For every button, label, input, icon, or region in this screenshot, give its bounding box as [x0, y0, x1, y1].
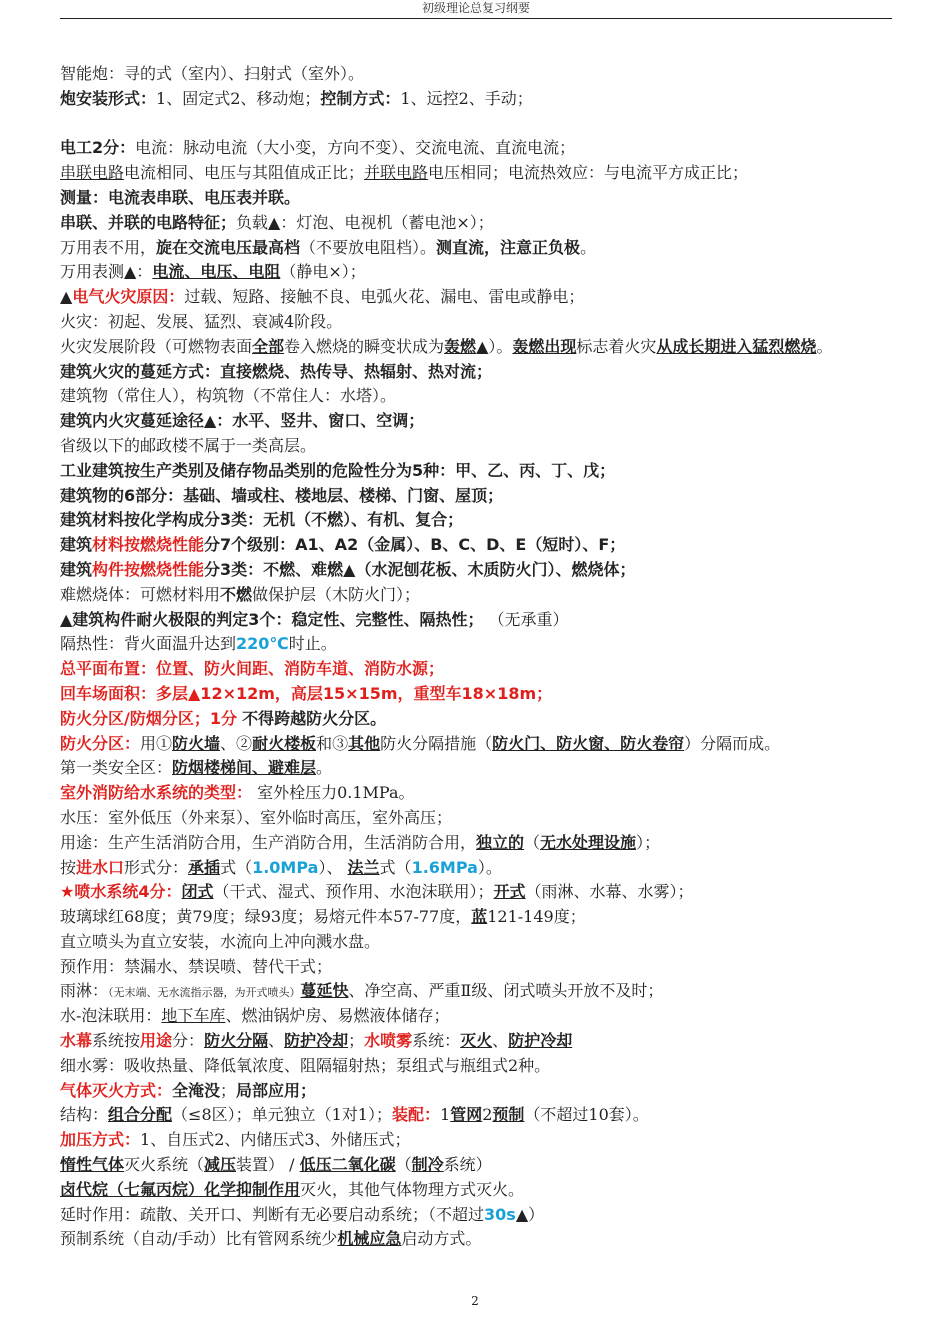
text-line	[60, 955, 895, 980]
text-segment: 火灾发展阶段（可燃物表面	[60, 336, 253, 356]
text-segment: 。	[316, 758, 333, 778]
text-line	[60, 1153, 895, 1178]
text-segment: ▲建筑构件耐火极限的判定3个：稳定性、完整性、隔热性；	[60, 609, 484, 629]
text-segment: 分3类：不燃、难燃▲（水泥刨花板、木质防火门）、燃烧体；	[204, 559, 636, 579]
text-line	[60, 310, 895, 335]
page-header: 初级理论总复习纲要	[60, 0, 892, 19]
text-segment: 、②	[220, 733, 253, 753]
text-segment: 轰燃出现	[512, 336, 577, 356]
text-segment: 省级以下的邮政楼不属于一类高层。	[60, 435, 317, 455]
text-line	[60, 508, 895, 533]
text-segment: 测直流，注意正负极	[436, 237, 581, 257]
text-line	[60, 136, 895, 161]
text-segment: 系统按	[92, 1031, 141, 1051]
text-segment: 组合分配	[108, 1105, 173, 1125]
text-segment: 串联、并联的电路特征；	[60, 212, 237, 232]
text-segment: 建筑内火灾蔓延途径▲：水平、竖井、窗口、空调；	[60, 411, 425, 431]
text-segment: 难燃烧体：可燃材料用	[60, 584, 221, 604]
text-segment: （静电×）；	[280, 262, 366, 282]
text-segment: 建筑	[60, 535, 93, 555]
text-segment: 启动方式。	[401, 1229, 482, 1249]
text-segment: （不要放电阻档）。	[300, 237, 437, 257]
text-line	[60, 657, 895, 682]
text-segment: 管网	[450, 1105, 483, 1125]
text-segment: 建筑物的6部分：基础、墙或柱、楼地层、楼梯、门窗、屋顶；	[60, 485, 504, 505]
text-segment: 和③	[316, 733, 349, 753]
text-segment: 延时作用：疏散、关开口、判断有无必要启动系统；（不超过	[60, 1204, 485, 1224]
text-segment: 灭火，其他气体物理方式灭火。	[300, 1179, 525, 1199]
text-segment: 回车场面积：多层▲12×12m，高层15×15m，重型车18×18m；	[60, 683, 553, 703]
text-segment: 电压相同；电流热效应：与电流平方成正比；	[428, 163, 749, 183]
text-segment: 蔓延快	[300, 981, 349, 1001]
text-line	[60, 880, 895, 905]
text-segment: 控制方式：	[320, 88, 401, 108]
text-line	[60, 682, 895, 707]
text-segment: 不得跨越防火分区。	[242, 708, 387, 728]
text-segment: 防护冷却	[284, 1031, 349, 1051]
text-segment: 水压：室外低压（外来泵）、室外临时高压，室外高压；	[60, 807, 453, 827]
text-segment: 室外栓压力0.1MPa。	[252, 783, 415, 803]
text-segment: 121-149度；	[487, 907, 586, 927]
text-segment: ）；	[636, 832, 661, 852]
text-segment: 隔热性：背火面温升达到	[60, 634, 237, 654]
text-segment: 预制系统（自动/手动）比有管网系统少	[60, 1229, 338, 1249]
text-segment: 独立的	[476, 832, 525, 852]
text-segment: 材料按燃烧性能	[92, 535, 205, 555]
text-segment: 做保护层（木防火门）；	[252, 584, 421, 604]
text-segment: 不燃	[220, 584, 253, 604]
text-segment: 其他	[348, 733, 381, 753]
text-segment: 测量：电流表串联、电压表并联。	[60, 187, 301, 207]
text-line	[60, 979, 895, 1004]
text-segment: 220℃	[236, 634, 289, 654]
text-segment: 防烟楼梯间、避难层	[172, 758, 317, 778]
text-segment: 万用表不用，	[60, 237, 157, 257]
text-segment: （≤8区）；单元独立（1对1）；	[172, 1105, 392, 1125]
text-segment: 卷入燃烧的瞬变状成为	[284, 336, 445, 356]
text-segment: 制冷	[411, 1155, 444, 1175]
text-segment: （无末端、无水流指示器，为开式喷头）	[108, 986, 301, 1000]
text-line	[60, 384, 895, 409]
text-line	[60, 930, 895, 955]
text-segment: 灭火系统（	[124, 1155, 205, 1175]
text-line	[60, 1128, 895, 1153]
text-segment: 总平面布置：位置、防火间距、消防车道、消防水源；	[60, 659, 445, 679]
text-segment: 构件按燃烧性能	[92, 559, 205, 579]
text-segment: 无水处理设施	[540, 832, 637, 852]
text-segment: 水喷雾	[364, 1031, 413, 1051]
text-segment: ▲	[476, 336, 489, 356]
text-segment: ；	[220, 1080, 237, 1100]
text-segment: 工业建筑按生产类别及储存物品类别的危险性分为5种：甲、乙、丙、丁、戊；	[60, 460, 616, 480]
text-segment: 串联电路	[60, 163, 125, 183]
text-line	[60, 1079, 895, 1104]
text-segment: 用①	[140, 733, 173, 753]
text-segment: 。	[816, 336, 833, 356]
text-segment: 直立喷头为直立安装，水流向上冲向溅水盘。	[60, 931, 381, 951]
text-line	[60, 409, 895, 434]
text-segment: 防火墙	[172, 733, 221, 753]
text-line	[60, 558, 895, 583]
text-line	[60, 236, 895, 261]
text-segment: 全淹没	[172, 1080, 221, 1100]
text-segment: 建筑材料按化学构成分3类：无机（不燃）、有机、复合；	[60, 510, 464, 530]
text-segment: 水-泡沫联用：	[60, 1006, 162, 1026]
text-segment: 分：	[172, 1031, 205, 1051]
text-line	[60, 1203, 895, 1228]
text-segment: 火灾：初起、发展、猛烈、衰减4阶段。	[60, 311, 343, 331]
text-line	[60, 1004, 895, 1029]
text-segment: 防护冷却	[508, 1031, 573, 1051]
text-segment: 减压	[204, 1155, 237, 1175]
text-segment: 旋在交流电压最高档	[156, 237, 301, 257]
text-segment: 预制	[492, 1105, 525, 1125]
text-segment: 系统：	[412, 1031, 461, 1051]
text-line	[60, 434, 895, 459]
text-segment: 地下车库	[161, 1006, 226, 1026]
text-segment: 炮安装形式：	[60, 88, 157, 108]
text-line	[60, 905, 895, 930]
text-segment: 、燃油锅炉房、易燃液体储存；	[225, 1006, 450, 1026]
text-segment: 形式分：	[124, 857, 189, 877]
text-line	[60, 732, 895, 757]
text-segment: 结构：	[60, 1105, 109, 1125]
text-segment: ）、	[318, 857, 348, 877]
text-segment: 灭火	[460, 1031, 493, 1051]
text-segment: 并联电路	[364, 163, 429, 183]
text-line	[60, 1178, 895, 1203]
text-segment: 、	[268, 1031, 285, 1051]
text-segment: 建筑物（常住人），构筑物（不常住人：水塔）。	[60, 386, 397, 406]
text-segment: 式（	[220, 857, 253, 877]
text-segment: 防火分区：	[60, 733, 141, 753]
text-line	[60, 806, 895, 831]
text-segment: 惰性气体	[60, 1155, 125, 1175]
text-segment: 万用表测▲：	[60, 262, 153, 282]
text-line	[60, 533, 895, 558]
text-segment: 用途	[140, 1031, 173, 1051]
text-line	[60, 781, 895, 806]
text-segment: ）。	[477, 857, 502, 877]
text-segment: ★	[60, 882, 75, 902]
text-segment: 系统）	[443, 1155, 492, 1175]
text-line	[60, 756, 895, 781]
text-segment: 、净空高、严重Ⅱ级、闭式喷头开放不及时；	[348, 981, 664, 1001]
text-segment: （雨淋、水幕、水雾）；	[525, 882, 694, 902]
text-segment: 建筑火灾的蔓延方式：直接燃烧、热传导、热辐射、热对流；	[60, 361, 493, 381]
text-segment: （干式、湿式、预作用、水泡沫联用）；	[213, 882, 494, 902]
text-segment: 全部	[252, 336, 285, 356]
text-segment: 雨淋：	[60, 981, 109, 1001]
text-line	[60, 1054, 895, 1079]
text-segment: 、	[492, 1031, 509, 1051]
text-segment: （	[395, 1155, 412, 1175]
text-segment: ）分隔而成。	[684, 733, 781, 753]
text-line	[60, 856, 895, 881]
text-segment: 玻璃球红68度；黄79度；绿93度；易熔元件本57-77度，	[60, 907, 472, 927]
text-line	[60, 260, 895, 285]
text-segment: 低压二氧化碳	[299, 1155, 396, 1175]
text-segment: 防火分隔措施（	[380, 733, 493, 753]
text-segment: 按	[60, 857, 77, 877]
text-segment: 装配：	[391, 1105, 440, 1125]
text-segment: 防火分隔	[204, 1031, 269, 1051]
text-line	[60, 1227, 895, 1252]
page-number: 2	[471, 1294, 479, 1308]
text-segment: 防火分区/防烟分区；1分	[60, 708, 237, 728]
text-segment: （不超过10套）。	[524, 1105, 649, 1125]
text-segment: 局部应用；	[236, 1080, 317, 1100]
text-segment: 标志着火灾	[576, 336, 657, 356]
text-segment: 时止。	[288, 634, 337, 654]
text-line	[60, 186, 895, 211]
text-segment: 水幕	[60, 1031, 93, 1051]
text-segment: 法兰	[347, 857, 380, 877]
text-segment: 耐火楼板	[252, 733, 317, 753]
text-segment: 用途：生产生活消防合用，生产消防合用，生活消防合用，	[60, 832, 477, 852]
text-segment: 1	[440, 1105, 451, 1125]
text-segment: 开式	[493, 882, 526, 902]
text-segment: 1、自压式2、内储压式3、外储压式；	[140, 1130, 411, 1150]
text-segment: 建筑	[60, 559, 93, 579]
blank-line	[60, 112, 895, 137]
text-segment: 电工2分：	[60, 138, 136, 158]
text-segment: 负载▲：灯泡、电视机（蓄电池×）；	[236, 212, 494, 232]
text-line	[60, 608, 895, 633]
text-segment: 。	[580, 237, 597, 257]
text-line	[60, 1103, 895, 1128]
text-segment: 电流、电压、电阻	[152, 262, 281, 282]
text-segment: 室外消防给水系统的类型：	[60, 783, 253, 803]
text-line	[60, 459, 895, 484]
text-segment: 闭式	[181, 882, 214, 902]
text-segment: 电流相同、电压与其阻值成正比；	[124, 163, 365, 183]
text-segment: 1、远控2、手动；	[400, 88, 533, 108]
text-line	[60, 161, 895, 186]
text-segment: 1、固定式2、移动炮；	[156, 88, 321, 108]
text-segment: 分7个级别：A1、A2（金属）、B、C、D、E（短时）、F；	[204, 535, 626, 555]
text-segment: 智能炮：寻的式（室内）、扫射式（室外）。	[60, 64, 365, 83]
text-segment: ）。	[488, 336, 513, 356]
text-segment: （	[524, 832, 541, 852]
text-line	[60, 87, 895, 112]
text-segment: ）	[528, 1204, 545, 1224]
text-line	[60, 831, 895, 856]
text-segment: 30s	[484, 1204, 516, 1224]
text-segment: 1.0MPa	[252, 857, 319, 877]
text-segment: 第一类安全区：	[60, 758, 173, 778]
text-segment: 喷水系统4分：	[74, 882, 182, 902]
text-segment: ▲	[60, 287, 73, 307]
text-segment: 预作用：禁漏水、禁误喷、替代干式；	[60, 956, 333, 976]
text-segment: 电流：脉动电流（大小变，方向不变）、交流电流、直流电流；	[135, 138, 576, 158]
text-line	[60, 335, 895, 360]
text-line	[60, 484, 895, 509]
text-line	[60, 583, 895, 608]
document-body	[60, 62, 895, 1252]
text-segment: 蓝	[471, 907, 488, 927]
text-line	[60, 1029, 895, 1054]
text-segment: 防火门、防火窗、防火卷帘	[492, 733, 685, 753]
text-segment: 气体灭火方式：	[60, 1080, 173, 1100]
text-segment: 过载、短路、接触不良、电弧火花、漏电、雷电或静电；	[184, 287, 585, 307]
text-line	[60, 211, 895, 236]
text-segment: 2	[482, 1105, 493, 1125]
text-segment: 轰燃	[444, 336, 477, 356]
text-segment: 卤代烷（七氟丙烷）化学抑制作用	[60, 1179, 301, 1199]
text-segment: 机械应急	[337, 1229, 402, 1249]
text-segment: 加压方式：	[60, 1130, 141, 1150]
text-line	[60, 360, 895, 385]
text-segment: 电气火灾原因：	[72, 287, 185, 307]
text-segment: 从成长期进入猛烈燃烧	[656, 336, 817, 356]
text-segment: ；	[348, 1031, 365, 1051]
text-segment: ▲	[515, 1204, 529, 1224]
text-segment: 细水雾：吸收热量、降低氧浓度、阻隔辐射热；泵组式与瓶组式2种。	[60, 1055, 551, 1075]
text-segment: 进水口	[76, 857, 125, 877]
text-segment: （无承重）	[483, 609, 569, 629]
text-line	[60, 632, 895, 657]
text-segment: 式（	[379, 857, 412, 877]
text-segment: 1.6MPa	[411, 857, 478, 877]
text-segment: 承插	[188, 857, 221, 877]
text-segment: 装置） /	[236, 1155, 300, 1175]
text-line	[60, 62, 895, 87]
text-line	[60, 707, 895, 732]
text-line	[60, 285, 895, 310]
